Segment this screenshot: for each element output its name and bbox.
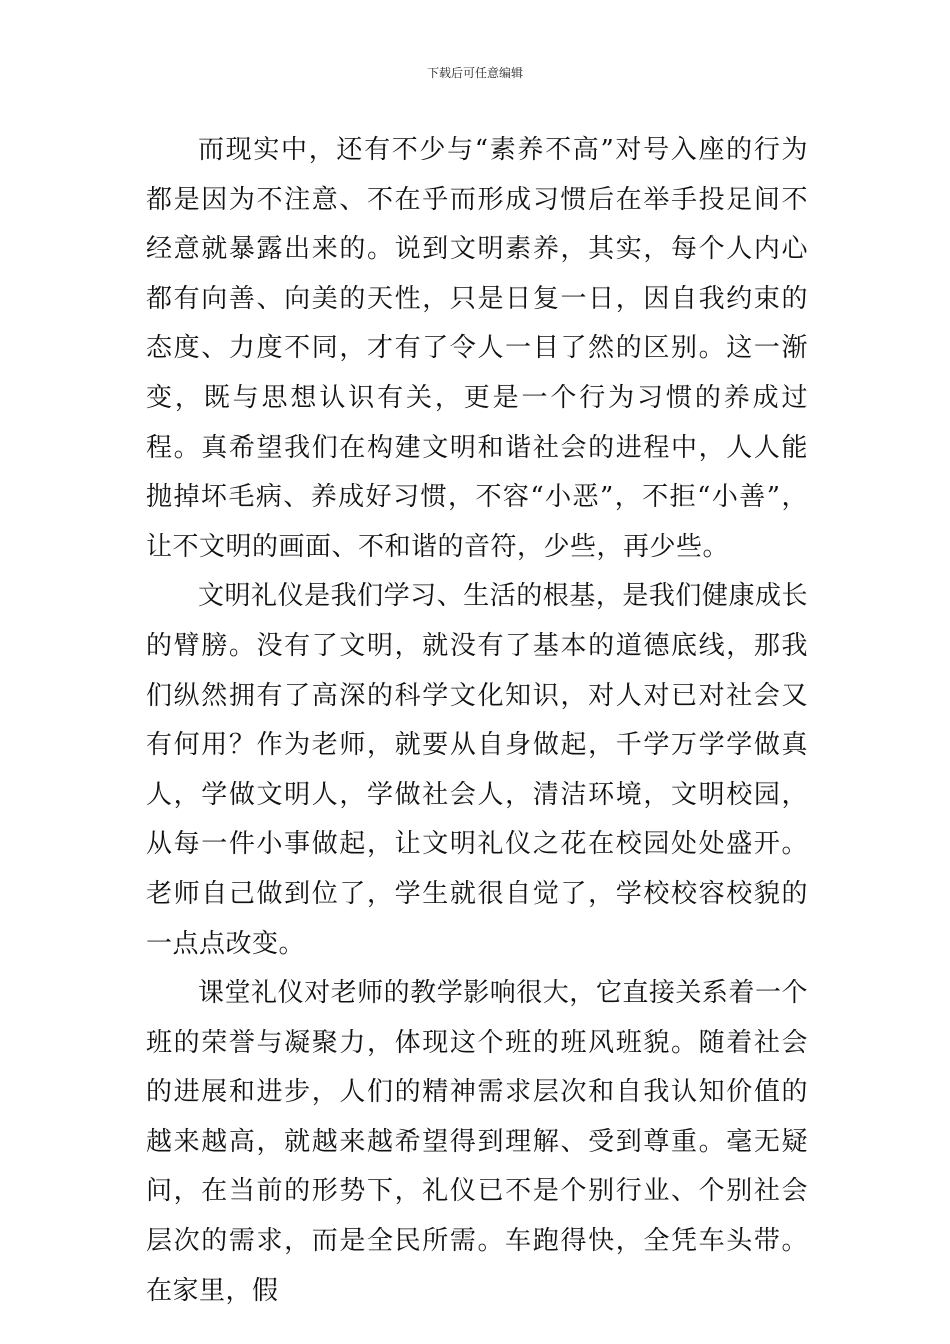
page-header: 下载后可任意编辑 <box>426 66 523 80</box>
document-body <box>146 126 808 1316</box>
paragraph-3: 课堂礼仪对老师的教学影响很大，它直接关系着一个班的荣誉与凝聚力，体现这个班的班风班貌。随着社会的进展和进步，人们的精神需求层次和自我认知价值的越来越高，就越来越希望得到理解、受到尊重。毫无疑问，在当前的形势下，礼仪已不是个别行业、个别社会层次的需求，而是全民所需。车跑得快，全凭车头带。在家里，假 <box>146 978 808 1306</box>
paragraph-2: 文明礼仪是我们学习、生活的根基，是我们健康成长的臂膀。没有了文明，就没有了基本的道德底线，那我们纵然拥有了高深的科学文化知识，对人对已对社会又有何用？作为老师，就要从自身做起，千学万学学做真人，学做文明人，学做社会人，清洁环境，文明校园，从每一件小事做起，让文明礼仪之花在校园处处盛开。老师自己做到位了，学生就很自觉了，学校校容校貌的一点点改变。 <box>146 581 808 959</box>
paragraph-1: 而现实中，还有不少与“素养不高”对号入座的行为都是因为不注意、不在乎而形成习惯后在举手投足间不经意就暴露出来的。说到文明素养，其实，每个人内心都有向善、向美的天性，只是日复一日，因自我约束的态度、力度不同，才有了令人一目了然的区别。这一渐变，既与思想认识有关，更是一个行为习惯的养成过程。真希望我们在构建文明和谐社会的进程中，人人能抛掉坏毛病、养成好习惯，不容“小恶”，不拒“小善”，让不文明的画面、不和谐的音符，少些，再少些。 <box>146 135 808 562</box>
